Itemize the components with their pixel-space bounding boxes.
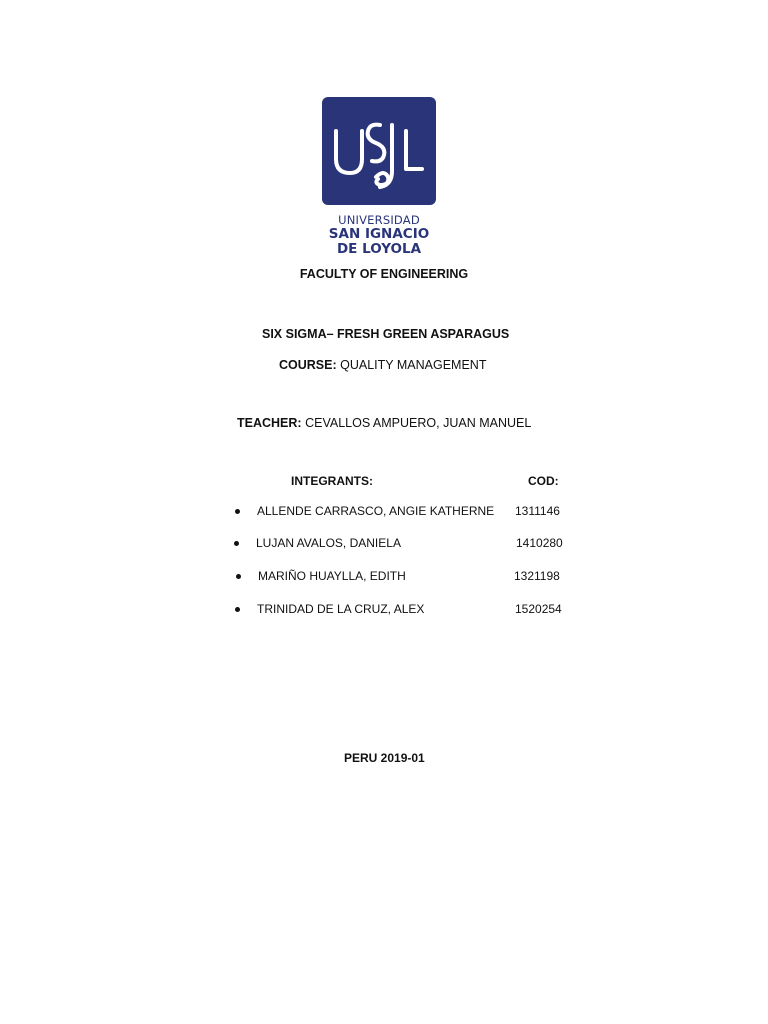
logo-text-universidad: UNIVERSIDAD — [338, 213, 420, 227]
faculty-heading: FACULTY OF ENGINEERING — [299, 267, 469, 281]
member-name: ALLENDE CARRASCO, ANGIE KATHERNE — [257, 504, 495, 518]
member-name: MARIÑO HUAYLLA, EDITH — [258, 569, 406, 583]
logo-text-de-loyola: DE LOYOLA — [336, 241, 422, 257]
usjl-monogram-icon — [322, 97, 436, 205]
member-code: 1410280 — [516, 536, 563, 550]
member-code: 1321198 — [514, 569, 560, 583]
course-value: QUALITY MANAGEMENT — [340, 358, 487, 372]
bullet-icon — [236, 574, 241, 579]
member-name: TRINIDAD DE LA CRUZ, ALEX — [257, 602, 425, 616]
teacher-value: CEVALLOS AMPUERO, JUAN MANUEL — [305, 416, 532, 430]
project-title: SIX SIGMA– FRESH GREEN ASPARAGUS — [262, 327, 510, 341]
course-line — [279, 358, 486, 372]
code-header: COD: — [528, 474, 559, 488]
bullet-icon — [235, 607, 240, 612]
teacher-line — [237, 416, 531, 430]
course-label: COURSE: — [279, 358, 337, 372]
bullet-icon — [235, 509, 240, 514]
footer-country-term: PERU 2019-01 — [344, 751, 425, 765]
logo-emblem — [322, 97, 436, 205]
member-name: LUJAN AVALOS, DANIELA — [256, 536, 401, 550]
bullet-icon — [234, 541, 239, 546]
integrants-header: INTEGRANTS: — [291, 474, 373, 488]
logo-text-san-ignacio: SAN IGNACIO — [328, 226, 430, 242]
member-code: 1311146 — [515, 504, 560, 518]
university-logo — [318, 95, 440, 263]
member-code: 1520254 — [515, 602, 562, 616]
teacher-label: TEACHER: — [237, 416, 302, 430]
